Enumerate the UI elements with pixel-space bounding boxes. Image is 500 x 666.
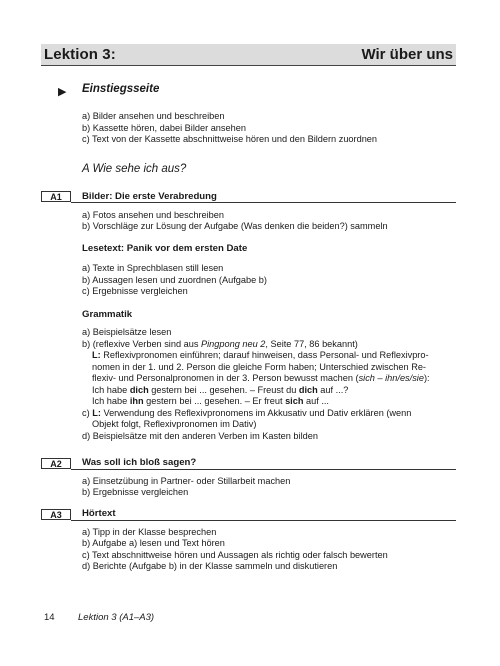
divider	[71, 520, 456, 521]
grammatik-item-c: c) L: Verwendung des Reflexivpronomens im Akkusativ und Dativ erklären (wenn	[82, 408, 412, 418]
a2-item: b) Ergebnisse vergleichen	[82, 487, 189, 497]
lesson-topic: Wir über uns	[361, 46, 453, 63]
footer-lesson-ref: Lektion 3 (A1–A3)	[78, 612, 155, 623]
a2-item: a) Einsetzübung in Partner- oder Stillarbeit machen	[82, 476, 291, 486]
a1-heading: Bilder: Die erste Verabredung	[82, 191, 217, 202]
divider	[71, 202, 456, 203]
triangle-bullet-icon: ▶	[58, 86, 67, 98]
a3-item: a) Tipp in der Klasse besprechen	[82, 527, 217, 537]
lesetext-item: b) Aussagen lesen und zuordnen (Aufgabe b)	[82, 275, 267, 285]
a1-item: a) Fotos ansehen und beschreiben	[82, 210, 224, 220]
intro-item: c) Text von der Kassette abschnittweise hören und den Bildern zuordnen	[82, 134, 378, 144]
lesetext-heading: Lesetext: Panik vor dem ersten Date	[82, 243, 248, 254]
intro-item: b) Kassette hören, dabei Bilder ansehen	[82, 123, 246, 133]
grammatik-example: Ich habe dich gestern bei ... gesehen. – Freust du dich auf ...?	[92, 385, 349, 395]
grammatik-note-line: nomen in der 1. und 2. Person die gleiche Form haben; Unterschied zwischen Re-	[92, 362, 426, 372]
grammatik-item-b: b) (reflexive Verben sind aus Pingpong neu 2, Seite 77, 86 bekannt)	[82, 339, 358, 349]
lesetext-item: a) Texte in Sprechblasen still lesen	[82, 263, 224, 273]
a3-heading: Hörtext	[82, 508, 116, 519]
grammatik-item-d: d) Beispielsätze mit den anderen Verben im Kasten bilden	[82, 431, 318, 441]
divider	[71, 469, 456, 470]
grammatik-note-line: flexiv- und Personalpronomen in der 3. Person bewusst machen (sich – ihn/es/sie):	[92, 373, 430, 383]
section-a-title: A Wie sehe ich aus?	[82, 163, 187, 175]
intro-title: Einstiegsseite	[82, 83, 160, 95]
page-number: 14	[44, 612, 55, 623]
a3-item: c) Text abschnittweise hören und Aussagen als richtig oder falsch bewerten	[82, 550, 388, 560]
grammatik-item-a: a) Beispielsätze lesen	[82, 327, 172, 337]
a2-heading: Was soll ich bloß sagen?	[82, 457, 197, 468]
grammatik-item-c-cont: Objekt folgt, Reflexivpronomen im Dativ)	[92, 419, 257, 429]
intro-item: a) Bilder ansehen und beschreiben	[82, 111, 225, 121]
lesson-title: Lektion 3:	[44, 46, 116, 63]
exercise-tag-a1: A1	[41, 191, 71, 202]
a3-item: d) Berichte (Aufgabe b) in der Klasse sammeln und diskutieren	[82, 561, 338, 571]
a3-item: b) Aufgabe a) lesen und Text hören	[82, 538, 225, 548]
lesson-header-bar	[41, 44, 456, 66]
grammatik-note-line: L: Reflexivpronomen einführen; darauf hinweisen, dass Personal- und Reflexivpro-	[92, 350, 429, 360]
grammatik-heading: Grammatik	[82, 309, 133, 320]
lesetext-item: c) Ergebnisse vergleichen	[82, 286, 188, 296]
a1-item: b) Vorschläge zur Lösung der Aufgabe (Was denken die beiden?) sammeln	[82, 221, 388, 231]
exercise-tag-a3: A3	[41, 509, 71, 520]
grammatik-example: Ich habe ihn gestern bei ... gesehen. – Er freut sich auf ...	[92, 396, 329, 406]
exercise-tag-a2: A2	[41, 458, 71, 469]
